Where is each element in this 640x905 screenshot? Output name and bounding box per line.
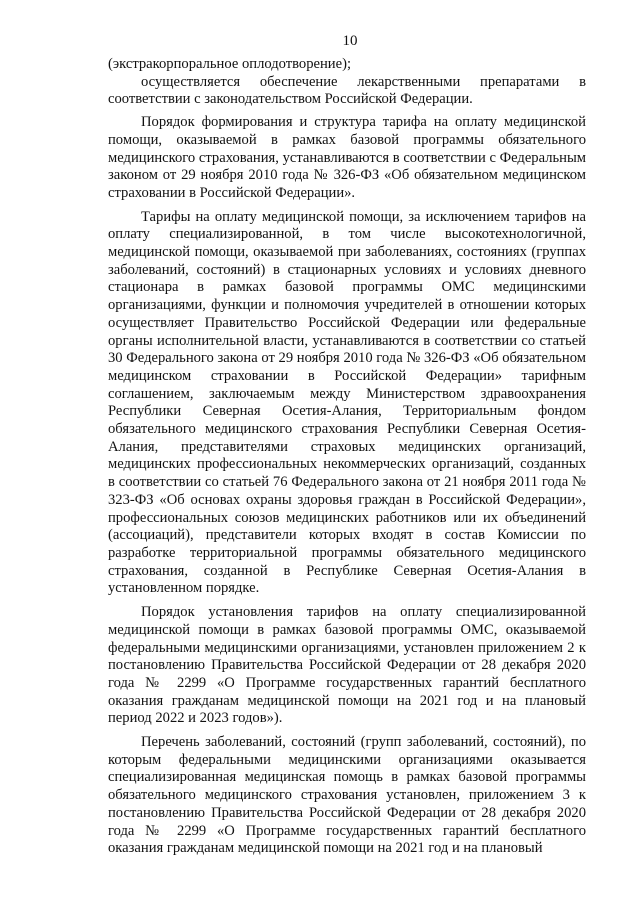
paragraph-continuation: (экстракорпоральное оплодотворение); [108, 56, 352, 72]
paragraph-disease-list: Перечень заболеваний, состояний (групп заболеваний, состояний), по которым федеральными медицинскими организациями оказывается специализированная медицинская помощь в рамках базовой программы обязательного медицинского страхования установлен, приложением 3 к постановлению Правительства Российской Федерации от 28 декабря 2020 года № 2299 «О Программе государственных гарантий бесплатного оказания гражданам медицинской помощи на 2021 год и на плановый [108, 734, 586, 857]
paragraph-medicine-provision: осуществляется обеспечение лекарственными препаратами в соответствии с законодательством Российской Федерации. [108, 73, 586, 108]
paragraph-tariff-agreement: Тарифы на оплату медицинской помощи, за исключением тарифов на оплату специализированной, в том числе высокотехнологичной, медицинской помощи, оказываемой при заболеваниях, состояниях (группах заболеваний, состояний) в стационарных условиях и условиях дневного стационара в рамках базовой программы ОМС медицинскими организациями, функции и полномочия учредителей в отношении которых осуществляет Правительство Российской Федерации или федеральные органы исполнительной власти, устанавливаются в соответствии со статьей 30 Федерального закона от 29 ноября 2010 года № 326-ФЗ «Об обязательном медицинском страховании в Российской Федерации» тарифным соглашением, заключаемым между Министерством здравоохранения Республики Северная Осетия-Алания, Территориальным фондом обязательного медицинского страхования Республики Северная Осетия-Алания, представителями страховых медицинских организаций, медицинских профессиональных некоммерческих организаций, созданных в соответствии со статьей 76 Федерального закона от 21 ноября 2011 года № 323-ФЗ «Об основах охраны здоровья граждан в Российской Федерации», профессиональных союзов медицинских работников или их объединений (ассоциаций), представители которых входят в состав Комиссии по разработке территориальной программы обязательного медицинского страхования, созданной в Республике Северная Осетия-Алания в установленном порядке. [108, 208, 586, 597]
paragraph-specialized-care-tariffs: Порядок установления тарифов на оплату специализированной медицинской помощи в рамках базовой программы ОМС, оказываемой федеральными медицинскими организациями, установлен приложением 2 к постановлению Правительства Российской Федерации от 28 декабря 2020 года № 2299 «О Программе государственных гарантий бесплатного оказания гражданам медицинской помощи на 2021 год и на плановый период 2022 и 2023 годов»). [108, 604, 586, 727]
document-page [108, 32, 586, 864]
page-number: 10 [342, 33, 358, 49]
paragraph-tariff-structure: Порядок формирования и структура тарифа на оплату медицинской помощи, оказываемой в рамках базовой программы обязательного медицинского страхования, устанавливаются в соответствии с Федеральным законом от 29 ноября 2010 года № 326-ФЗ «Об обязательном медицинском страховании в Российской Федерации». [108, 114, 586, 201]
